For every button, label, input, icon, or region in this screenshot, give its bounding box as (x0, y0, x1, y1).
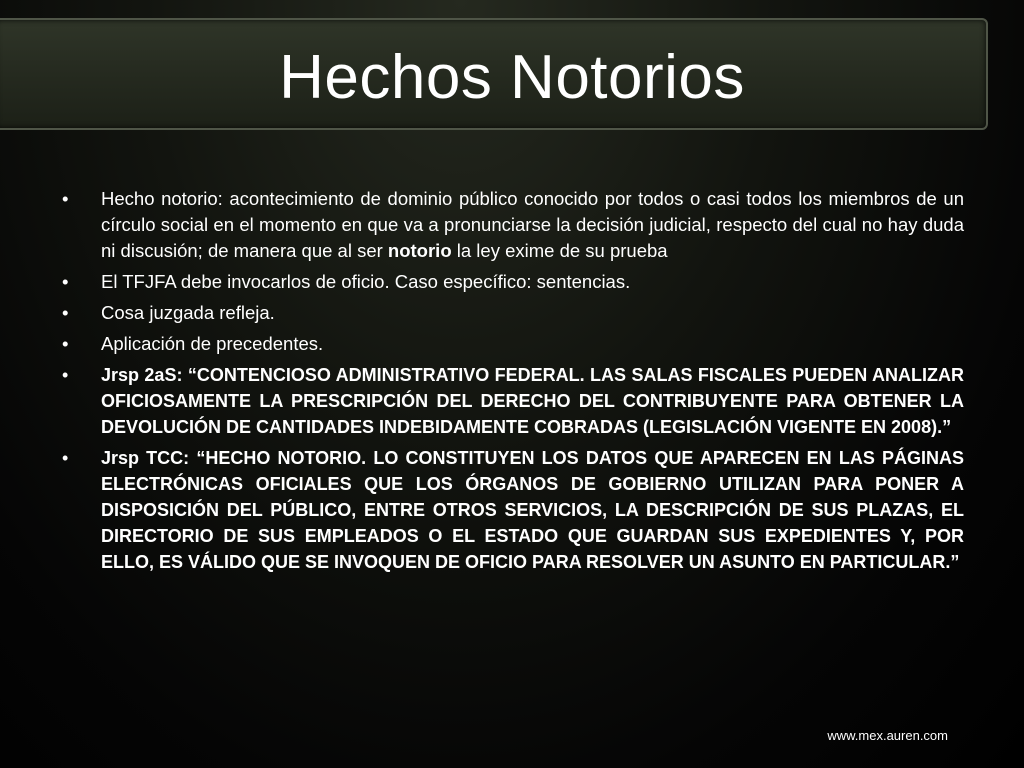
bullet-item-2 (62, 269, 964, 295)
footer-url: www.mex.auren.com (827, 728, 948, 743)
text-segment: Hecho notorio: acontecimiento de dominio público conocido por todos o casi todos los miembros de un círculo social en el momento en que va a pronunciarse la decisión judicial, respecto del cual no hay duda ni discusión; de manera que al ser (101, 188, 964, 261)
bullet-item-1 (62, 186, 964, 264)
bullet-text (101, 333, 323, 354)
bold-text-segment: Jrsp 2aS: “CONTENCIOSO ADMINISTRATIVO FEDERAL. LAS SALAS FISCALES PUEDEN ANALIZAR OFICIOSAMENTE LA PRESCRIPCIÓN DEL DERECHO DEL CONTRIBUYENTE PARA OBTENER LA DEVOLUCIÓN DE CANTIDADES INDEBIDAMENTE COBRADAS (LEGISLACIÓN VIGENTE EN 2008).” (101, 365, 964, 437)
bullet-text (101, 302, 275, 323)
bullet-text (101, 188, 964, 261)
text-segment: Aplicación de precedentes. (101, 333, 324, 354)
text-segment: El TFJFA debe invocarlos de oficio. Caso específico: sentencias. (101, 271, 631, 292)
bullet-icon: • (62, 448, 69, 468)
bullet-text (101, 271, 630, 292)
bullet-text (101, 448, 964, 572)
bullet-text (101, 365, 964, 437)
bullet-icon: • (62, 188, 69, 209)
text-segment: la ley exime de su prueba (451, 240, 668, 261)
bullet-item-3 (62, 300, 964, 326)
bullet-item-5 (62, 362, 964, 440)
slide-title: Hechos Notorios (279, 43, 745, 112)
bullet-icon: • (62, 271, 69, 292)
text-segment: Cosa juzgada refleja. (101, 302, 275, 323)
bullet-icon: • (62, 333, 69, 354)
bold-text-segment: Jrsp TCC: “HECHO NOTORIO. LO CONSTITUYEN LOS DATOS QUE APARECEN EN LAS PÁGINAS ELECTRÓNICAS OFICIALES QUE LOS ÓRGANOS DE GOBIERNO UTILIZAN PARA PONER A DISPOSICIÓN DEL PÚBLICO, ENTRE OTROS SERVICIOS, LA DESCRIPCIÓN DE SUS PLAZAS, EL DIRECTORIO DE SUS EMPLEADOS O EL ESTADO QUE GUARDAN SUS EXPEDIENTES Y, POR ELLO, ES VÁLIDO QUE SE INVOQUEN DE OFICIO PARA RESOLVER UN ASUNTO EN PARTICULAR.” (101, 448, 964, 572)
bullet-icon: • (62, 302, 69, 323)
bullet-icon: • (62, 365, 69, 385)
bullet-item-4 (62, 331, 964, 357)
bullet-item-6 (62, 445, 964, 575)
bullet-list (62, 186, 964, 580)
bold-text-segment: notorio (387, 240, 452, 261)
